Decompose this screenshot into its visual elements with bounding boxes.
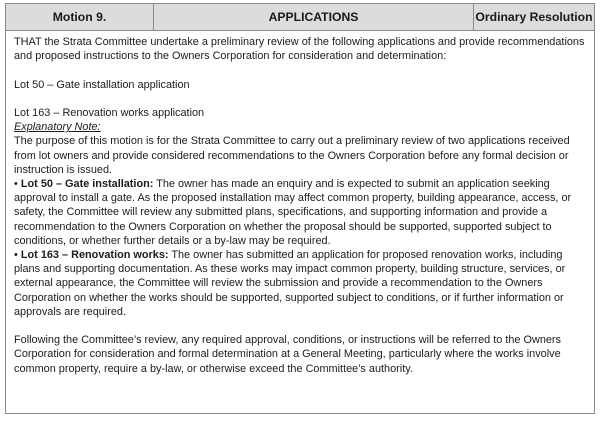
bullet-label: Lot 50 – Gate installation: [20,178,154,190]
bullet-label: Lot 163 – Renovation works: [20,249,169,262]
resolution-type: Ordinary Resolution [475,10,593,24]
bullet-marker: • [14,249,18,262]
lot-item: Lot 50 – Gate installation application [14,78,190,91]
motion-number: Motion 9. [6,4,154,30]
bullet-item [14,248,587,319]
lot-item: Lot 163 – Renovation works application [14,106,205,119]
closing-paragraph: Following the Committee’s review, any required approval, conditions, or instructions will be referred to the Owners Corporation for consideration and formal determination at a General Meeting, particularly where the works involve common property, require a by-law, or otherwise exceed the Committee’s authority. [14,334,562,375]
spacer [14,319,587,333]
motion-header-row [6,4,594,31]
bullet-marker: • [14,178,18,190]
spacer [14,92,587,106]
bullet-text: The owner has made an enquiry and is expected to submit an application seeking approval to install a gate. As the proposed installation may affect common property, building appearance, access, or safety, the Committee will review any submitted plans, specifications, and supporting information and provide a recommendation to the Owners Corporation on whether the proposal should be supported, supported subject to conditions, or whether further details or a by-law may be required. [14,178,572,247]
bullet-item [14,177,587,248]
explanatory-note-title: Explanatory Note: [14,121,101,134]
motion-title: APPLICATIONS [154,4,474,30]
motion-intro: THAT the Strata Committee undertake a preliminary review of the following applications and provide recommendations and proposed instructions to the Owners Corporation for consideration and determination: [14,36,585,63]
spacer [14,63,587,77]
motion-table [5,3,595,414]
motion-body [6,31,594,376]
bullet-text: The owner has submitted an application for proposed renovation works, including plans and supporting documentation. As these works may impact common property, building structure, services, or external appearance, the Committee will review the submission and provide a recommendation to the Owners Corporation on whether the works should be supported, supported subject to conditions, or if further information or approvals are required. [14,249,566,318]
explanatory-intro: The purpose of this motion is for the Strata Committee to carry out a preliminary review of two applications received from lot owners and provide considered recommendations to the Owners Corporation before any formal decision or instruction is issued. [14,135,570,176]
